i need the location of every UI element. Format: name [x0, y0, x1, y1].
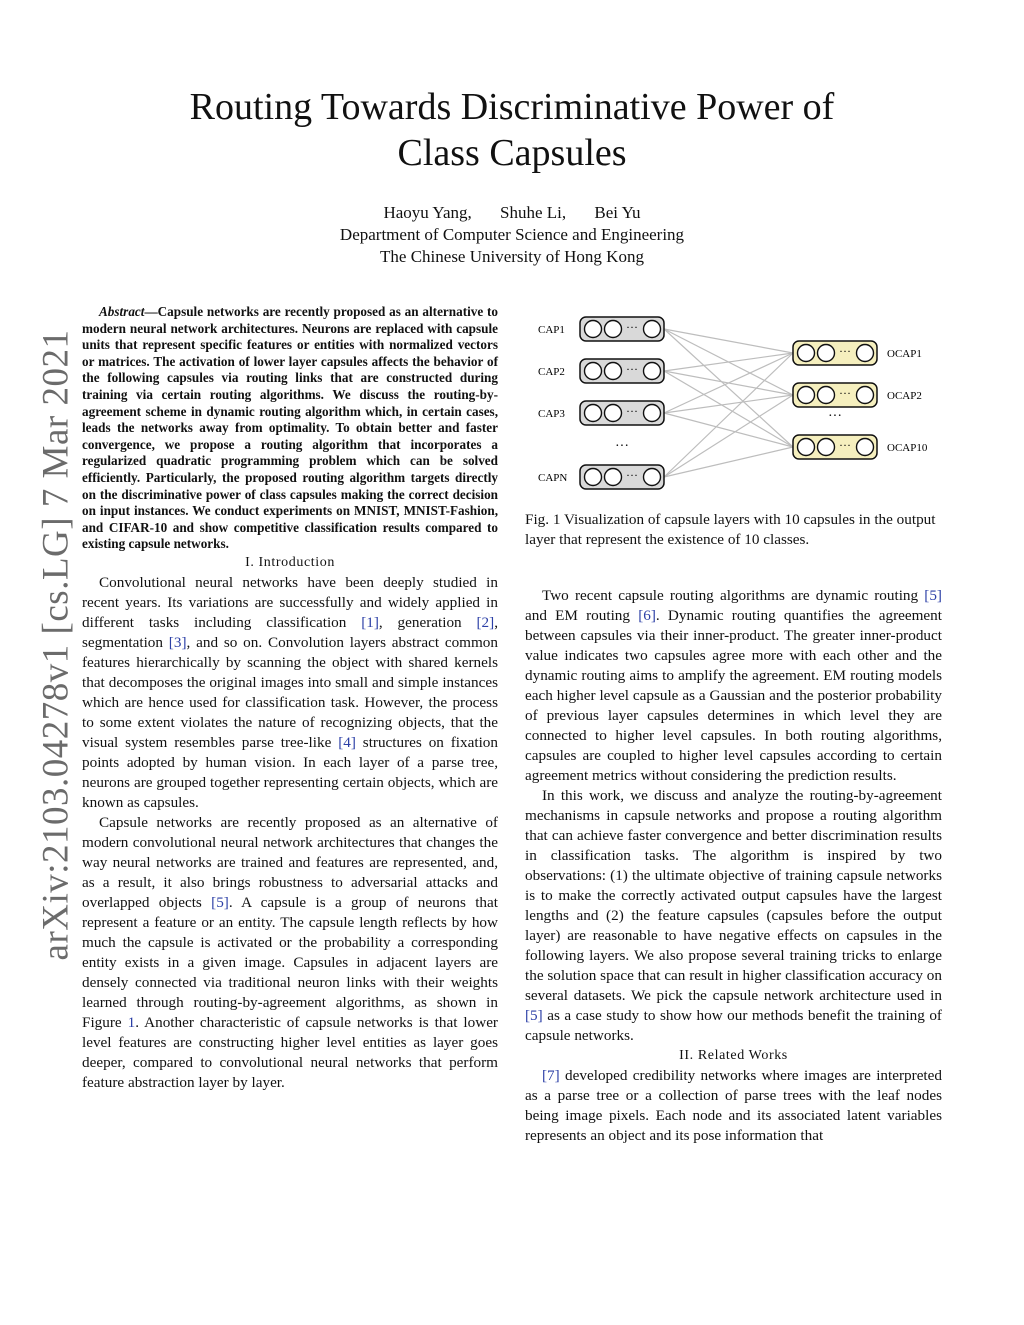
capsule-label: OCAP10 — [887, 442, 928, 454]
input-capsule — [538, 359, 664, 383]
capsule-ellipsis: ··· — [626, 468, 638, 482]
capsule-ellipsis: ··· — [626, 404, 638, 418]
input-capsule — [538, 401, 664, 425]
neuron-circle — [798, 439, 815, 456]
routing-link — [664, 353, 793, 477]
section-heading-related-works: II. Related Works — [679, 1048, 788, 1063]
related-paragraph-1 — [525, 1066, 942, 1146]
capsule-ellipsis: ··· — [839, 386, 851, 400]
neuron-circle — [644, 405, 661, 422]
text-run: Capsule networks are recently proposed as an alternative of modern convolutional neural network architectures that changes the way neural networks are trained and features are represented, and, as a result, it also brings robustness to adversarial attacks and overlapped objects — [82, 813, 498, 911]
capsule-label: CAPN — [538, 472, 568, 484]
text-run: . A capsule is a group of neurons that represent a feature or an entity. The capsule length reflects by how much the capsule is activated or the probability a corresponding entity exists in a given image. Capsules in adjacent layers are densely connected via traditional neuron links with their weights learned through routing-by-agreement algorithms, as shown in Figure — [82, 893, 498, 1031]
neuron-circle — [798, 387, 815, 404]
neuron-circle — [644, 321, 661, 338]
text-run: structures on fixation points adopted by human vision. In each layer of a parse tree, neurons are grouped together representing certain objects, which are known as capsules. — [82, 733, 498, 811]
output-vertical-ellipsis: ··· — [828, 409, 842, 424]
text-run: developed credibility networks where images are interpreted as a parse tree or a collection of parse trees with the leaf nodes being image pixels. Each node and its associated latent variables represents an object and its pose information that — [525, 1067, 942, 1144]
routing-link — [664, 329, 793, 447]
right-paragraph-2 — [525, 786, 942, 1046]
figure-caption: Fig. 1 Visualization of capsule layers with 10 capsules in the output layer that represent the existence of 10 classes. — [525, 511, 936, 548]
citation-link[interactable]: [5] — [211, 893, 229, 911]
input-capsule — [538, 465, 664, 489]
input-capsules — [538, 317, 664, 489]
output-capsule — [793, 435, 928, 459]
capsule-layers-figure — [525, 305, 945, 495]
author-1: Haoyu Yang, — [383, 203, 472, 222]
routing-link — [664, 447, 793, 477]
author-3: Bei Yu — [594, 203, 641, 222]
right-paragraph-1 — [525, 586, 942, 786]
neuron-circle — [585, 363, 602, 380]
text-run: . Another characteristic of capsule networks is that lower level features are constructing higher level entities as layer goes deeper, compared to convolutional neural networks that perform feature abstraction layer by layer. — [82, 1013, 498, 1091]
neuron-circle — [585, 405, 602, 422]
neuron-circle — [818, 439, 835, 456]
section-heading-introduction: I. Introduction — [245, 554, 335, 570]
routing-links — [664, 329, 793, 477]
neuron-circle — [644, 363, 661, 380]
abstract-label: Abstract — [99, 304, 145, 319]
capsule-label: CAP1 — [538, 324, 565, 336]
author-names — [200, 202, 824, 224]
left-column — [82, 304, 498, 1093]
citation-link[interactable]: [4] — [338, 733, 356, 751]
capsule-ellipsis: ··· — [626, 362, 638, 376]
right-column — [525, 586, 942, 1146]
paper-title — [120, 84, 904, 176]
author-2: Shuhe Li, — [500, 203, 567, 222]
title-line-1: Routing Towards Discriminative Power of — [189, 86, 835, 128]
intro-paragraph-1 — [82, 573, 498, 813]
citation-link[interactable]: [6] — [638, 607, 656, 624]
neuron-circle — [644, 469, 661, 486]
neuron-circle — [857, 387, 874, 404]
text-run: In this work, we discuss and analyze the routing-by-agreement mechanisms in capsule networks and propose a routing algorithm that can achieve faster convergence and better discrimination results in classification tasks. The algorithm is inspired by two observations: (1) the ultimate objective of training capsule networks is to make the correctly activated output capsules have the largest lengths and (2) the feature capsules (capsules before the output layer) are reasonable to have negative effects on capsules in the following layers. We also propose several training tricks to enlarge the solution space that can result in higher classification accuracy on several datasets. We pick the capsule network architecture used in — [525, 787, 942, 1004]
citation-link[interactable]: [3] — [168, 633, 187, 651]
neuron-circle — [605, 363, 622, 380]
input-capsule — [538, 317, 664, 341]
figure-reference-link[interactable]: 1 — [127, 1013, 136, 1031]
capsule-label: OCAP1 — [887, 348, 922, 360]
capsule-ellipsis: ··· — [839, 438, 851, 452]
abstract: Abstract—Capsule networks are recently proposed as an alternative to modern neural network architectures. Neurons are replaced with capsule units that represent specific features or entities with normalized vectors or matrices. The activation of lower layer capsules affects the behavior of the following capsules via routing links that are constructed during training via certain routing algorithms. We discuss the routing-by-agreement scheme in dynamic routing algorithm which, in certain cases, leads the networks away from optimality. To obtain better and faster convergence, we propose a routing algorithm that incorporates a regularized quadratic programming problem which can be solved efficiently. Particularly, the proposed routing algorithm targets directly on the discriminative power of class capsules making the correct decision on input instances. We conduct experiments on MNIST, MNIST-Fashion, and CIFAR-10 and show competitive classification results compared to existing capsule networks. — [82, 304, 498, 552]
text-run: , segmentation — [82, 613, 498, 651]
affiliation-university: The Chinese University of Hong Kong — [380, 247, 644, 266]
capsule-label: CAP2 — [538, 366, 565, 378]
text-run: , generation — [378, 613, 477, 631]
output-capsule — [793, 383, 922, 407]
neuron-circle — [605, 469, 622, 486]
text-run: Two recent capsule routing algorithms are dynamic routing — [542, 587, 925, 604]
text-run: , and so on. Convolution layers abstract common features hierarchically by scanning the object with shared kernels that decomposes the original images into small and simple instances which are hence used for classification task. However, the process to some extent violates the nature of recognizing objects, that the visual system resembles parse tree-like — [82, 633, 498, 751]
author-block — [200, 202, 824, 268]
capsule-label: OCAP2 — [887, 390, 922, 402]
input-vertical-ellipsis: ··· — [615, 439, 629, 454]
capsule-ellipsis: ··· — [839, 344, 851, 358]
neuron-circle — [605, 405, 622, 422]
citation-link[interactable]: [5] — [525, 1007, 543, 1024]
neuron-circle — [585, 321, 602, 338]
arxiv-identifier: arXiv:2103.04278v1 [cs.LG] 7 Mar 2021 — [35, 329, 77, 961]
text-run: as a case study to show how our methods benefit the training of capsule networks. — [525, 1007, 942, 1044]
neuron-circle — [585, 469, 602, 486]
text-run: Convolutional neural networks have been deeply studied in recent years. Its variations are successfully and widely applied in different tasks including classification — [82, 573, 498, 631]
title-line-2: Class Capsules — [397, 132, 627, 174]
citation-link[interactable]: [5] — [924, 587, 942, 604]
output-capsule — [793, 341, 922, 365]
neuron-circle — [798, 345, 815, 362]
neuron-circle — [605, 321, 622, 338]
neuron-circle — [857, 345, 874, 362]
neuron-circle — [818, 387, 835, 404]
abstract-text: Capsule networks are recently proposed as an alternative to modern neural network architectures. Neurons are replaced with capsule units that represent specific features or entities with normalized vectors or matrices. The activation of lower layer capsules affects the behavior of the following capsules via routing links that are constructed during training via certain routing algorithms. We discuss the routing-by-agreement scheme in dynamic routing algorithm which, in certain cases, leads the networks away from optimality. To obtain better and faster convergence, we propose a routing algorithm that incorporates a regularized quadratic programming problem which can be solved efficiently. Particularly, the proposed routing algorithm targets directly on the discriminative power of class capsules making the correct decision on input instances. We conduct experiments on MNIST, MNIST-Fashion, and CIFAR-10 and show competitive classification results compared to existing capsule networks. — [82, 304, 498, 552]
text-run: . Dynamic routing quantifies the agreement between capsules via their inner-product. The greater inner-product value indicates two capsules agree more with each other and the dynamic routing aims to amplify the agreement. EM routing models each higher level capsule as a Gaussian and the posterior probability of previous layer capsules determines in which level they are connected to higher level capsules. In both routing algorithms, capsules are coupled to higher level capsules according to certain agreement metrics without considering the prediction results. — [525, 607, 942, 784]
citation-link[interactable]: [7] — [542, 1067, 560, 1084]
text-run: and EM routing — [525, 607, 639, 624]
capsule-ellipsis: ··· — [626, 320, 638, 334]
citation-link[interactable]: [1] — [361, 613, 379, 631]
neuron-circle — [818, 345, 835, 362]
neuron-circle — [857, 439, 874, 456]
intro-paragraph-2 — [82, 813, 498, 1093]
affiliation-department: Department of Computer Science and Engineering — [339, 225, 685, 244]
routing-link — [664, 329, 793, 353]
output-capsules — [793, 341, 928, 459]
citation-link[interactable]: [2] — [476, 613, 495, 631]
capsule-label: CAP3 — [538, 408, 565, 420]
